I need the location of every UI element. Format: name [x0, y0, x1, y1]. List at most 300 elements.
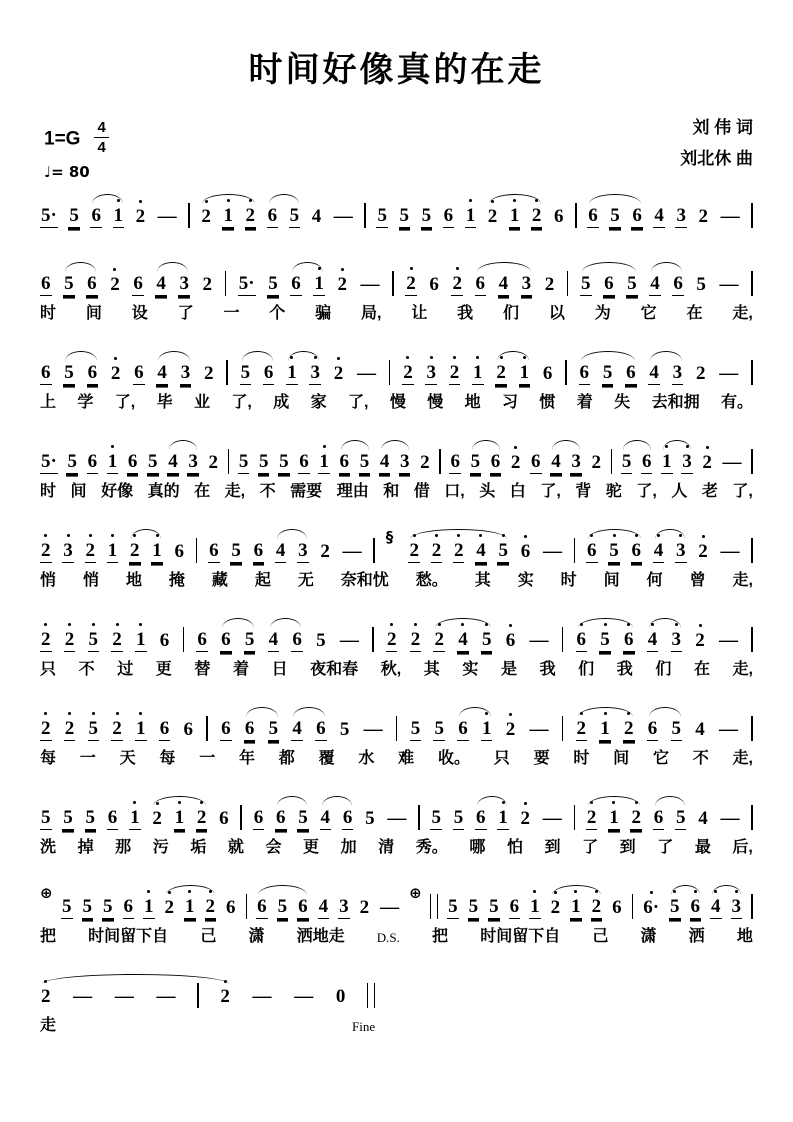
- lyric-syllable: 们: [578, 661, 595, 678]
- note-number: 6: [183, 719, 193, 740]
- lyric-syllable: 走,: [732, 661, 753, 678]
- slur-arc: [589, 194, 641, 204]
- octave-dot: [485, 623, 488, 626]
- lyric-syllable: 覆: [318, 750, 335, 767]
- octave-dot: [133, 801, 136, 804]
- duration-dash: —: [157, 206, 177, 227]
- note-number: 4: [498, 273, 509, 294]
- lyric-syllable: 洒地走: [296, 928, 345, 945]
- duration-dash: —: [542, 541, 562, 562]
- note-number: 3: [672, 362, 683, 383]
- lyric-syllable: 会: [265, 839, 282, 856]
- note-number: 4: [654, 205, 664, 226]
- barline: [439, 449, 441, 474]
- notes-row: [40, 794, 753, 830]
- note-number: 6: [520, 541, 532, 563]
- slur-arc: [477, 262, 531, 272]
- barline: [372, 627, 374, 652]
- lyric-syllable: 好像: [101, 483, 134, 500]
- lyric-syllable: 真的: [147, 483, 180, 500]
- octave-dot: [509, 624, 512, 627]
- note-number: 1: [184, 896, 196, 919]
- system: [40, 972, 753, 1035]
- duration-dash: —: [719, 274, 739, 295]
- slur-arc: [157, 262, 188, 272]
- barline: [183, 627, 185, 652]
- note-number: 2: [202, 274, 213, 295]
- duration-dash: —: [722, 452, 742, 473]
- octave-dot: [430, 356, 433, 359]
- octave-dot: [502, 801, 505, 804]
- lyric-syllable: 时: [560, 572, 577, 589]
- slur-arc: [270, 618, 301, 628]
- octave-dot: [580, 623, 583, 626]
- note-number: 6: [276, 807, 286, 828]
- barline: [565, 360, 567, 385]
- slur-arc: [582, 262, 636, 272]
- octave-dot: [673, 890, 676, 893]
- note-number: 5: [610, 205, 620, 226]
- octave-dot: [524, 802, 527, 805]
- note-number: 6: [292, 629, 302, 650]
- octave-dot: [89, 534, 92, 537]
- note-number: 6: [221, 718, 231, 739]
- note-number: 2: [336, 274, 348, 296]
- octave-dot: [453, 356, 456, 359]
- note-number: 2: [208, 452, 218, 473]
- octave-dot: [535, 199, 538, 202]
- lyric-syllable: 己: [592, 928, 609, 945]
- lyric-syllable: 难: [398, 750, 415, 767]
- note-number: 2: [694, 630, 706, 652]
- note-number: 2: [402, 362, 414, 385]
- notes-row: [40, 192, 753, 228]
- lyric-syllable: 日: [271, 661, 288, 678]
- octave-dot: [133, 534, 136, 537]
- lyrics-row: [40, 745, 753, 768]
- lyric-syllable: 去和拥: [651, 394, 700, 411]
- octave-dot: [44, 712, 47, 715]
- note-number: 1: [174, 807, 186, 830]
- note-number: 5: [434, 718, 444, 739]
- slur-arc: [269, 194, 299, 204]
- lyric-syllable: 间: [70, 483, 87, 500]
- barline: [574, 805, 576, 830]
- note-number: 5: [62, 896, 72, 917]
- note-number: 6: [221, 629, 231, 650]
- lyric-syllable: 它: [652, 750, 669, 767]
- note-number: 1: [113, 205, 125, 228]
- octave-dot: [524, 535, 527, 538]
- octave-dot: [414, 623, 417, 626]
- note-number: 6: [291, 273, 301, 294]
- slur-arc: [42, 974, 229, 984]
- lyric-syllable: 那: [115, 839, 132, 856]
- barline: [575, 203, 577, 228]
- segno-icon: §: [385, 528, 394, 546]
- octave-dot: [68, 712, 71, 715]
- duration-dash: —: [252, 986, 272, 1007]
- lyric-syllable: 了: [657, 839, 674, 856]
- lyric-syllable: 何: [646, 572, 663, 589]
- octave-dot: [735, 890, 738, 893]
- note-number: 5: [470, 451, 481, 472]
- note-number: 5: [63, 807, 73, 828]
- note-number: 5: [69, 205, 79, 226]
- lyric-syllable: 和: [383, 483, 400, 500]
- octave-dot: [68, 623, 71, 626]
- barline: [206, 716, 208, 741]
- duration-dash: —: [542, 808, 562, 829]
- lyric-syllable: 更: [303, 839, 320, 856]
- lyric-syllable: 间: [603, 572, 620, 589]
- lyric-syllable: 间: [85, 305, 102, 322]
- octave-dot: [595, 890, 598, 893]
- octave-dot: [469, 199, 472, 202]
- note-number: 1: [107, 451, 119, 474]
- note-number: 1: [286, 362, 298, 385]
- octave-dot: [523, 356, 526, 359]
- octave-dot: [116, 712, 119, 715]
- note-number: 4: [698, 808, 708, 829]
- octave-dot: [694, 890, 697, 893]
- time-signature: [94, 120, 108, 155]
- note-number: 5: [602, 362, 613, 383]
- slur-arc: [623, 440, 651, 450]
- slur-arc: [341, 440, 369, 450]
- note-number: 5: [448, 896, 458, 917]
- note-number: 1: [135, 629, 147, 652]
- note-number: 3: [298, 540, 308, 561]
- octave-dot: [714, 890, 717, 893]
- note-number: 6: [626, 362, 636, 383]
- tempo-marking: [44, 163, 90, 181]
- octave-dot: [665, 445, 668, 448]
- note-number: 2: [85, 540, 97, 563]
- note-number: 6: [579, 362, 590, 383]
- lyric-syllable: 了,: [732, 483, 753, 500]
- note-number: 5: [244, 629, 255, 650]
- note-number: 1: [570, 896, 582, 919]
- barline: [751, 360, 753, 385]
- note-number: 2: [451, 273, 463, 296]
- duration-dash: —: [719, 363, 739, 384]
- octave-dot: [590, 801, 593, 804]
- lyric-syllable: 实: [462, 661, 479, 678]
- lyric-syllable: 时: [573, 750, 590, 767]
- note-number: 4: [653, 540, 665, 563]
- note-number: 6: [244, 718, 255, 739]
- lyric-syllable: 己: [200, 928, 217, 945]
- note-number: 2: [510, 452, 522, 474]
- note-number: 2: [701, 452, 713, 474]
- note-number: 4: [710, 896, 722, 919]
- note-number: 6: [174, 541, 184, 562]
- note-number: 6: [87, 362, 98, 383]
- note-number: 1: [481, 718, 493, 741]
- note-number: 2: [531, 205, 543, 228]
- lyricist-credit: 刘 伟 词: [692, 118, 753, 137]
- lyric-syllable: 奈和忧: [340, 572, 389, 589]
- barline: [562, 627, 564, 652]
- note-number: 6: [41, 273, 51, 294]
- note-number: 6: [134, 362, 144, 383]
- lyric-syllable: 们: [503, 305, 520, 322]
- lyric-syllable: 清: [378, 839, 395, 856]
- slur-arc: [381, 440, 409, 450]
- octave-dot: [390, 623, 393, 626]
- note-number: 5: [421, 205, 432, 226]
- note-number: 6: [159, 718, 170, 739]
- note-number: 6: [107, 807, 118, 828]
- note-number: 2: [40, 986, 52, 1008]
- note-number: 1: [497, 807, 509, 830]
- lyric-syllable: 慢: [389, 394, 406, 411]
- octave-dot: [502, 534, 505, 537]
- note-number: 5: [581, 273, 591, 294]
- double-barline: [430, 894, 438, 919]
- lyric-syllable: 怕: [506, 839, 523, 856]
- lyric-syllable: 时: [40, 305, 57, 322]
- octave-dot: [613, 534, 616, 537]
- system: [40, 794, 753, 857]
- lyric-syllable: 家: [310, 394, 327, 411]
- note-number: 2: [386, 629, 398, 652]
- note-number: 5: [431, 807, 441, 828]
- lyric-syllable: 设: [131, 305, 148, 322]
- octave-dot: [205, 200, 208, 203]
- lyric-syllable: 走,: [224, 483, 246, 500]
- slur-arc: [158, 351, 190, 361]
- composer-credit: 刘北休 曲: [680, 149, 753, 169]
- note-number: 6: [219, 808, 229, 829]
- note-number: 2: [487, 206, 499, 228]
- lyric-syllable: 每: [159, 750, 176, 767]
- note-number: 6: [253, 540, 264, 561]
- note-number: 5: [64, 362, 74, 383]
- note-number: 5·: [41, 451, 57, 472]
- note-number: 6: [641, 451, 652, 472]
- lyric-syllable: 在: [693, 661, 710, 678]
- octave-dot: [500, 356, 503, 359]
- note-number: 5: [103, 896, 113, 917]
- note-number: 5: [339, 719, 350, 740]
- lyric-syllable: 在: [194, 483, 211, 500]
- note-number: 3: [731, 896, 743, 919]
- duration-dash: —: [333, 206, 353, 227]
- note-number: 5: [365, 808, 375, 829]
- slur-arc: [651, 262, 682, 272]
- octave-dot: [509, 713, 512, 716]
- duration-dash: —: [719, 630, 739, 651]
- lyric-syllable: 骗: [315, 305, 332, 322]
- lyric-syllable: 夜和春: [310, 661, 359, 678]
- octave-dot: [706, 446, 709, 449]
- lyric-syllable: 走,: [732, 305, 753, 322]
- system: [40, 260, 753, 323]
- note-number: 4: [379, 451, 390, 472]
- octave-dot: [44, 623, 47, 626]
- octave-dot: [139, 623, 142, 626]
- note-number: 1: [661, 451, 673, 474]
- octave-dot: [627, 623, 630, 626]
- lyric-syllable: 加: [340, 839, 357, 856]
- note-number: 2: [630, 807, 642, 830]
- note-number: 6: [253, 807, 264, 828]
- note-number: 1: [472, 362, 484, 385]
- lyric-syllable: 走: [40, 1017, 57, 1034]
- barline: [396, 716, 398, 741]
- octave-dot: [514, 446, 517, 449]
- note-number: 6: [123, 896, 133, 917]
- note-number: 5: [608, 540, 620, 563]
- duration-dash: —: [720, 808, 740, 829]
- notes-row: [40, 972, 375, 1008]
- note-number: 3: [179, 273, 189, 294]
- lyric-syllable: 毕: [156, 394, 173, 411]
- lyric-syllable: 后,: [732, 839, 753, 856]
- note-number: 6: [257, 896, 267, 917]
- octave-dot: [485, 712, 488, 715]
- octave-dot: [156, 802, 159, 805]
- note-number: 2: [449, 362, 461, 385]
- octave-dot: [699, 624, 702, 627]
- octave-dot: [92, 712, 95, 715]
- octave-dot: [337, 357, 340, 360]
- note-number: 1: [519, 362, 531, 385]
- note-number: 2: [205, 896, 217, 919]
- lyric-syllable: 要: [533, 750, 550, 767]
- octave-dot: [227, 199, 230, 202]
- note-number: 6: [298, 896, 308, 917]
- note-number: 6: [226, 897, 236, 918]
- note-number: 3: [681, 451, 693, 474]
- note-number: 2: [505, 719, 517, 741]
- lyrics-row: [40, 923, 753, 946]
- note-number: 5: [489, 896, 499, 917]
- octave-dot: [44, 534, 47, 537]
- note-number: 2: [410, 629, 422, 652]
- lyric-syllable: 起: [254, 572, 271, 589]
- note-number: 2: [111, 718, 123, 741]
- note-number: 5: [599, 629, 611, 652]
- note-number: 1: [135, 718, 147, 741]
- note-number: 2: [576, 718, 588, 741]
- note-number: 1: [608, 807, 620, 830]
- note-number: 6·: [642, 897, 660, 919]
- lyric-syllable: 愁。: [415, 572, 448, 589]
- lyric-syllable: 哪: [469, 839, 486, 856]
- lyrics-row: [40, 834, 753, 857]
- note-number: 5: [82, 896, 92, 917]
- octave-dot: [111, 534, 114, 537]
- note-number: 6: [531, 451, 541, 472]
- note-number: 2: [40, 629, 52, 652]
- note-number: 5: [88, 718, 100, 741]
- note-number: 3: [309, 362, 321, 385]
- lyric-syllable: 替: [194, 661, 211, 678]
- octave-dot: [604, 712, 607, 715]
- note-number: 1: [151, 540, 163, 563]
- barline: [240, 805, 242, 830]
- lyric-syllable: 把: [432, 928, 449, 945]
- barline: [246, 894, 248, 919]
- notes-row: [40, 260, 753, 296]
- note-number: 2: [697, 541, 709, 563]
- octave-dot: [456, 267, 459, 270]
- lyric-syllable: 时间留下自: [480, 928, 561, 945]
- lyric-syllable: 驼: [605, 483, 622, 500]
- octave-dot: [675, 623, 678, 626]
- lyric-syllable: 就: [227, 839, 244, 856]
- lyrics-row: [40, 567, 753, 590]
- lyric-syllable: 着: [232, 661, 249, 678]
- song-title: 时间好像真的在走: [248, 51, 545, 89]
- lyric-syllable: 每: [40, 750, 57, 767]
- note-number: 4: [650, 273, 660, 294]
- system: [40, 192, 753, 228]
- time-signature-top: 4: [94, 120, 108, 138]
- note-number: 3: [180, 362, 191, 383]
- slur-arc: [277, 529, 307, 539]
- octave-dot: [413, 534, 416, 537]
- duration-dash: —: [156, 986, 176, 1007]
- note-number: 2: [420, 452, 430, 473]
- barline: [562, 716, 564, 741]
- lyric-syllable: 让: [411, 305, 428, 322]
- note-number: 6: [197, 629, 207, 650]
- barline: [389, 360, 391, 385]
- note-number: 3: [188, 451, 198, 472]
- note-number: 2: [245, 205, 257, 228]
- note-number: 6: [632, 205, 642, 226]
- barline: [751, 449, 753, 474]
- note-number: 2: [405, 273, 417, 296]
- note-number: 4: [275, 540, 286, 561]
- octave-dot: [702, 535, 705, 538]
- octave-dot: [590, 534, 593, 537]
- note-number: 5: [298, 807, 308, 828]
- lyric-syllable: 了,: [114, 394, 136, 411]
- lyric-syllable: 们: [655, 661, 672, 678]
- octave-dot: [554, 891, 557, 894]
- note-number: 6: [588, 205, 598, 226]
- note-number: 1: [222, 205, 234, 228]
- coda-icon: ⊕: [409, 884, 422, 902]
- lyric-syllable: 无: [297, 572, 314, 589]
- note-number: 4: [695, 719, 705, 740]
- octave-dot: [178, 801, 181, 804]
- note-number: 6: [443, 205, 454, 226]
- octave-dot: [604, 623, 607, 626]
- lyric-syllable: 到: [619, 839, 636, 856]
- slur-arc: [472, 440, 500, 450]
- note-number: 6: [673, 273, 683, 294]
- rest-note: 0: [335, 986, 346, 1007]
- note-number: 2: [129, 540, 141, 563]
- note-number: 6: [316, 718, 326, 739]
- lyric-syllable: 着: [576, 394, 593, 411]
- lyric-syllable: 走,: [732, 572, 753, 589]
- note-number: 2: [623, 718, 635, 741]
- note-number: 5·: [238, 273, 255, 294]
- note-number: 2: [64, 629, 76, 652]
- barline: [196, 538, 198, 563]
- octave-dot: [116, 623, 119, 626]
- lyric-syllable: 悄: [82, 572, 99, 589]
- octave-dot: [139, 200, 142, 203]
- note-number: 5: [497, 540, 509, 563]
